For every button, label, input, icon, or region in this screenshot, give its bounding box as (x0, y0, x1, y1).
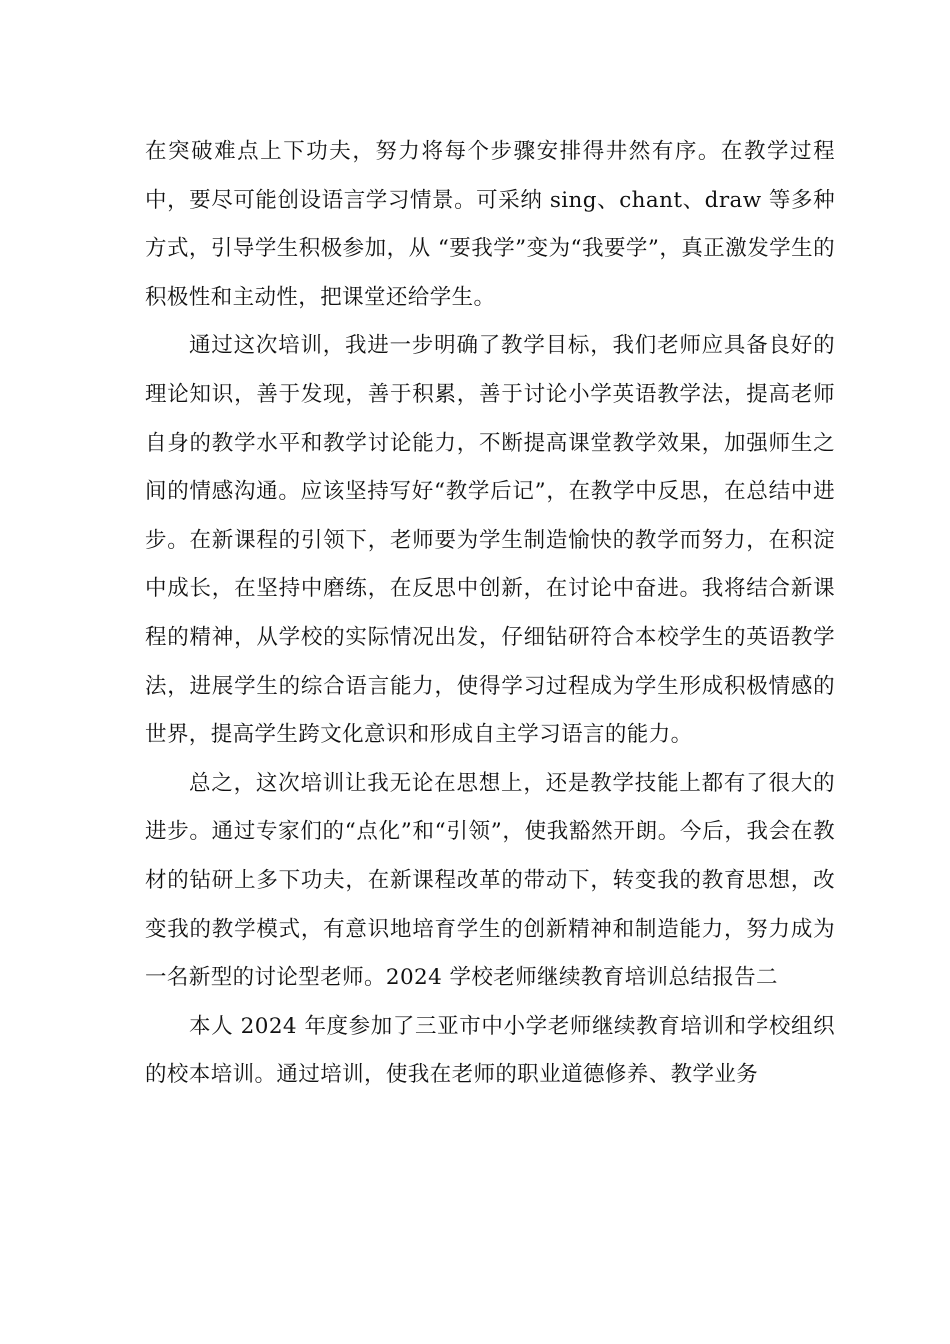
paragraph-4: 本人 2024 年度参加了三亚市中小学老师继续教育培训和学校组织的校本培训。通过培训，使我在老师的职业道德修养、教学业务 (145, 1013, 835, 1088)
paragraph-2: 通过这次培训，我进一步明确了教学目标，我们老师应具备良好的理论知识，善于发现，善于积累，善于讨论小学英语教学法，提高老师自身的教学水平和教学讨论能力，不断提高课堂教学效果，加强师生之间的情感沟通。应该坚持写好“教学后记”，在教学中反思，在总结中进步。在新课程的引领下，老师要为学生制造愉快的教学而努力，在积淀中成长，在坚持中磨练，在反思中创新，在讨论中奋进。我将结合新课程的精神，从学校的实际情况出发，仔细钻研符合本校学生的英语教学法，进展学生的综合语言能力，使得学习过程成为学生形成积极情感的世界，提高学生跨文化意识和形成自主学习语言的能力。 (145, 333, 835, 748)
paragraph-1: 在突破难点上下功夫，努力将每个步骤安排得井然有序。在教学过程中，要尽可能创设语言学习情景。可采纳 sing、chant、draw 等多种方式，引导学生积极参加，从 “要我学”变为“我要学”，真正激发学生的积极性和主动性，把课堂还给学生。 (145, 139, 835, 310)
paragraph-3: 总之，这次培训让我无论在思想上，还是教学技能上都有了很大的进步。通过专家们的“点化”和“引领”，使我豁然开朗。今后，我会在教材的钻研上多下功夫，在新课程改革的带动下，转变我的教育思想，改变我的教学模式，有意识地培育学生的创新精神和制造能力，努力成为一名新型的讨论型老师。2024 学校老师继续教育培训总结报告二 (145, 770, 835, 991)
document-body (145, 128, 835, 1100)
